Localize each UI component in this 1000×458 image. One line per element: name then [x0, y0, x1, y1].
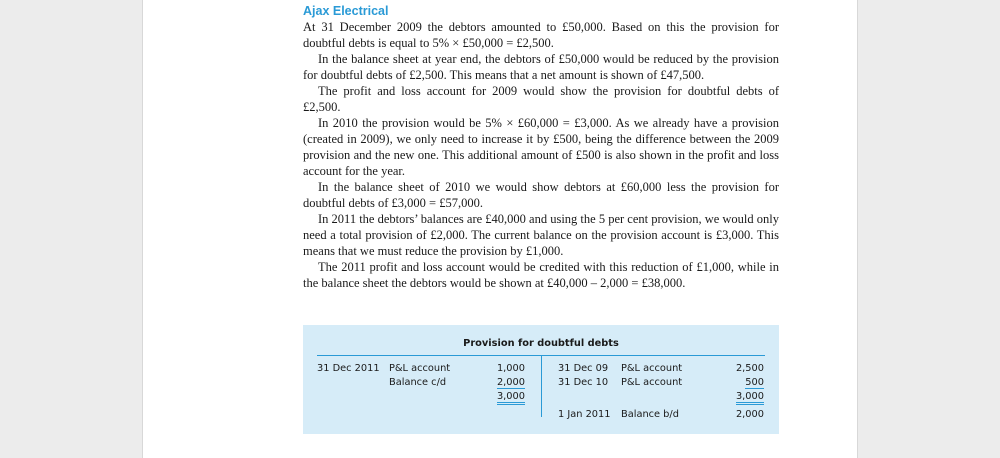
credit-amount: 500: [745, 377, 764, 388]
credit-details: P&L account: [621, 377, 683, 388]
paragraph: The profit and loss account for 2009 would show the provision for doubtful debts of £2,500.: [303, 84, 779, 114]
debit-amount: 1,000: [496, 363, 525, 374]
paragraph: In the balance sheet at year end, the debtors of £50,000 would be reduced by the provision for doubtful debts of £2,500. This means that a net amount is shown of £47,500.: [303, 52, 779, 82]
section-heading: Ajax Electrical: [303, 4, 389, 18]
account-title: Provision for doubtful debts: [463, 338, 619, 349]
debit-details: P&L account: [389, 363, 451, 374]
credit-total: 3,000: [736, 391, 764, 405]
account-divider-vertical: [541, 355, 542, 417]
paragraph: In 2011 the debtors’ balances are £40,000 and using the 5 per cent provision, we would only need a total provision of £2,000. The current balance on the provision account is £3,000. This means that we must reduce the provision by £1,000.: [303, 212, 779, 258]
credit-date: 31 Dec 10: [558, 377, 609, 388]
paragraph: The 2011 profit and loss account would be credited with this reduction of £1,000, while in the balance sheet the debtors would be shown at £40,000 – 2,000 = £38,000.: [303, 260, 779, 290]
debit-date: 31 Dec 2011: [317, 363, 380, 374]
balance-bd-details: Balance b/d: [621, 409, 679, 420]
credit-amount: 2,500: [735, 363, 764, 374]
t-account: [303, 325, 779, 434]
paragraph: In 2010 the provision would be 5% × £60,000 = £3,000. As we already have a provision (created in 2009), we only need to increase it by £500, being the difference between the 2009 provision and the new one. This additional amount of £500 is also shown in the profit and loss account for the year.: [303, 116, 779, 178]
paragraph: In the balance sheet of 2010 we would show debtors at £60,000 less the provision for doubtful debts of £3,000 = £57,000.: [303, 180, 779, 210]
credit-date: 31 Dec 09: [558, 363, 609, 374]
body-text: [303, 19, 779, 291]
balance-bd-amount: 2,000: [735, 409, 764, 420]
debit-details: Balance c/d: [389, 377, 447, 388]
balance-bd-date: 1 Jan 2011: [558, 409, 611, 420]
credit-details: P&L account: [621, 363, 683, 374]
debit-amount: 2,000: [496, 377, 525, 388]
document-body: [303, 0, 779, 291]
paragraph: At 31 December 2009 the debtors amounted to £50,000. Based on this the provision for doubtful debts is equal to 5% × £50,000 = £2,500.: [303, 20, 779, 50]
debit-total: 3,000: [497, 391, 525, 405]
